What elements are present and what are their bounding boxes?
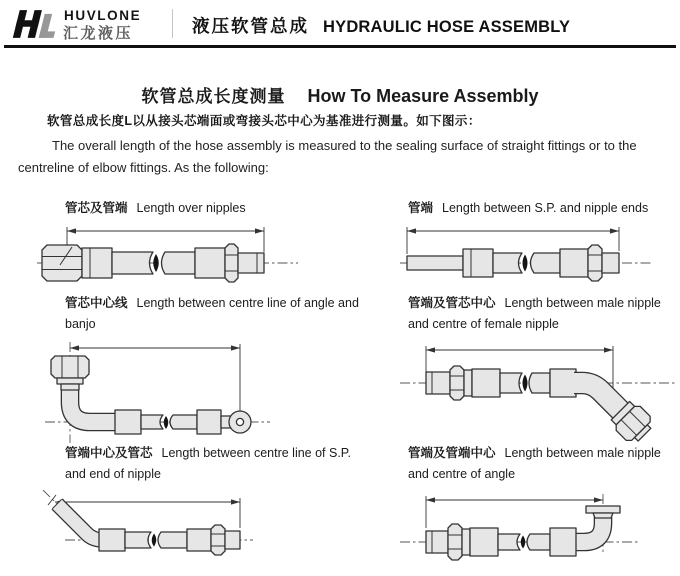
hose: [112, 252, 153, 274]
banjo-fitting: [229, 411, 251, 433]
hose-assembly-diagram-2: [398, 223, 680, 291]
hose-assembly-diagram-5: [35, 490, 370, 576]
female-swivel-nut: [51, 356, 89, 390]
figure-label-english: Length between male nipple and centre of female nipple: [408, 296, 661, 332]
huvlone-logo-icon: [10, 7, 60, 41]
hose: [170, 415, 197, 429]
hose-assembly-diagram-4: [398, 340, 680, 448]
90-degree-elbow-tube: [574, 517, 603, 542]
figure-length-over-nipples: [35, 198, 370, 291]
hose: [529, 373, 550, 393]
hose-assembly-diagram-3: [35, 340, 370, 448]
male-nipple: [225, 531, 240, 549]
hose-break-icon: [521, 535, 526, 548]
figure-male-nipple-and-centre-of-female-nipple: [398, 293, 680, 448]
hex-nut: [450, 366, 464, 400]
figure-label-chinese: 管端及管芯中心: [408, 296, 496, 310]
hose: [158, 532, 187, 548]
dimension-line: [70, 344, 240, 412]
female-swivel-nut: [42, 245, 82, 281]
figure-label-chinese: 管端: [408, 201, 434, 215]
hose: [141, 415, 163, 429]
flange: [586, 506, 620, 518]
male-nipple: [426, 531, 448, 553]
hose-break-icon: [523, 374, 528, 391]
section-title: [0, 82, 680, 107]
header-title: [192, 13, 570, 38]
ferrule: [550, 369, 576, 397]
hose: [493, 253, 522, 273]
ferrule: [197, 410, 221, 434]
figure-label: [65, 443, 365, 486]
dimension-line: [426, 496, 603, 528]
brand-name: HUVLONE: [64, 8, 142, 23]
header-title-english: HYDRAULIC HOSE ASSEMBLY: [323, 18, 571, 36]
header-rule: [4, 45, 676, 48]
header-divider: [172, 9, 173, 38]
figure-length-between-sp-and-nipple: [398, 198, 680, 291]
figure-label-chinese: 管芯中心线: [65, 296, 128, 310]
hose-break-icon: [153, 254, 159, 272]
hex-nut: [225, 244, 238, 282]
collar: [462, 529, 470, 555]
ferrule: [463, 249, 493, 277]
hose: [162, 252, 196, 274]
hose: [498, 534, 520, 550]
elbow-tube: [70, 388, 117, 422]
ferrule: [82, 248, 112, 278]
figure-label: [65, 198, 370, 219]
hex-nut: [588, 245, 602, 281]
header-title-chinese: 液压软管总成: [192, 16, 309, 36]
figure-centre-line-of-sp-and-end-of-nipple: [35, 443, 370, 576]
figure-label-chinese: 管芯及管端: [65, 201, 128, 215]
male-nipple: [238, 253, 264, 273]
figure-label-english: Length between centre line of angle and banjo: [65, 296, 359, 332]
figure-label-english: Length between centre line of S.P. and end of nipple: [65, 446, 352, 482]
hex-nut: [448, 524, 462, 560]
hose: [125, 532, 151, 548]
hose-assembly-diagram-6: [398, 490, 680, 576]
hose-break-icon: [152, 533, 157, 546]
hose: [531, 253, 561, 273]
hex-nut: [211, 525, 225, 555]
figure-label-chinese: 管端中心及管芯: [65, 446, 153, 460]
collar: [464, 370, 472, 396]
intro-paragraph-chinese: 软管总成长度L以从接头芯端面或弯接头芯中心为基准进行测量。如下图示：: [47, 114, 481, 128]
male-nipple: [426, 372, 450, 394]
hose: [500, 373, 522, 393]
ferrule: [115, 410, 141, 434]
figure-label: [65, 293, 365, 336]
section-title-chinese: 软管总成长度测量: [141, 87, 286, 106]
hose-break-icon: [523, 255, 528, 272]
figure-label-chinese: 管端及管端中心: [408, 446, 496, 460]
figure-label: [408, 293, 680, 336]
figure-label: [408, 198, 680, 219]
hose-break-icon: [164, 416, 169, 429]
ferrule: [470, 528, 498, 556]
figure-label: [408, 443, 680, 486]
ferrule: [560, 249, 588, 277]
brand-name-chinese: 汇龙液压: [63, 25, 134, 42]
hose-assembly-diagram-1: [35, 223, 370, 291]
figure-label-english: Length between male nipple and centre of angle: [408, 446, 661, 482]
male-nipple: [602, 253, 619, 273]
section-title-english: How To Measure Assembly: [307, 86, 539, 106]
ferrule: [195, 248, 225, 278]
figure-male-nipple-and-centre-of-angle: [398, 443, 680, 576]
standpipe: [407, 256, 463, 270]
hose: [527, 534, 550, 550]
ferrule: [99, 529, 125, 551]
45-degree-bend-tube: [574, 382, 622, 411]
intro-paragraph-english: The overall length of the hose assembly is measured to the sealing surface of straight fittings or to the centreline of elbow fittings. As the following:: [18, 138, 637, 176]
figure-centre-line-of-angle-and-banjo: [35, 293, 370, 448]
figure-label-english: Length between S.P. and nipple ends: [442, 201, 649, 215]
ferrule: [472, 369, 500, 397]
ferrule: [550, 528, 576, 556]
figure-label-english: Length over nipples: [136, 201, 246, 215]
ferrule: [187, 529, 211, 551]
